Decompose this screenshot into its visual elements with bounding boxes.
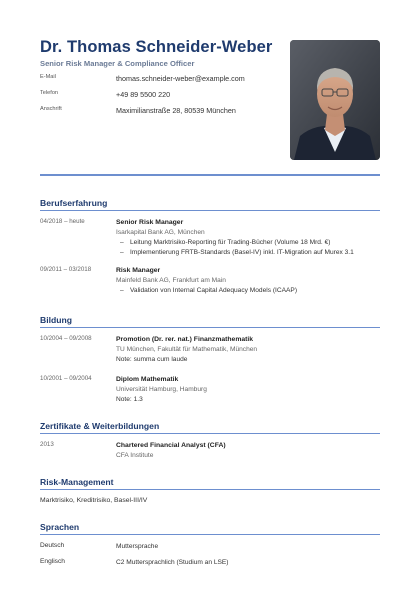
entry-company: Isarkapital Bank AG, München (116, 229, 205, 236)
contact-phone-value[interactable]: +49 89 5500 220 (116, 90, 171, 99)
entry-date: 04/2018 – heute (40, 218, 85, 225)
contact-phone-row (40, 90, 280, 106)
language-entry (40, 542, 380, 558)
bullet-text: Validation von Internal Capital Adequacy Models (ICAAP) (130, 287, 298, 294)
entry-body (116, 218, 380, 258)
entry-institution: Universität Hamburg, Hamburg (116, 386, 207, 393)
entry-body (116, 441, 380, 461)
entry-role: Senior Risk Manager (116, 219, 184, 226)
section-languages (40, 521, 380, 574)
person-name: Dr. Thomas Schneider-Weber (40, 38, 273, 56)
entry-bullet (116, 286, 380, 296)
contact-address-label: Anschrift (40, 106, 62, 112)
contact-address-value: Maximilianstraße 28, 80539 München (116, 106, 236, 115)
language-level: Muttersprache (116, 543, 159, 550)
entry-note: Note: summa cum laude (116, 356, 188, 363)
education-entry (40, 375, 380, 415)
entry-date: 10/2001 – 09/2004 (40, 375, 92, 382)
section-divider (40, 489, 380, 490)
entry-degree: Promotion (Dr. rer. nat.) Finanzmathematik (116, 336, 254, 343)
education-entry (40, 335, 380, 375)
section-title: Risk-Management (40, 477, 114, 487)
entry-body (116, 558, 380, 568)
entry-role: Risk Manager (116, 267, 161, 274)
section-divider (40, 433, 380, 434)
risk-skills: Marktrisiko, Kreditrisiko, Basel-III/IV (40, 497, 148, 504)
experience-entry (40, 218, 380, 266)
entry-company: Mainfeld Bank AG, Frankfurt am Main (116, 277, 226, 284)
entry-date: 2013 (40, 441, 54, 448)
certificate-name: Chartered Financial Analyst (CFA) (116, 442, 226, 449)
header-divider (40, 174, 380, 176)
dash-icon: – (120, 239, 124, 246)
language-entry (40, 558, 380, 574)
language-name: Deutsch (40, 542, 65, 549)
contact-email-label: E-Mail (40, 74, 56, 80)
contact-phone-label: Telefon (40, 90, 59, 96)
language-level: C2 Muttersprachlich (Studium an LSE) (116, 559, 229, 566)
entry-bullet (116, 238, 380, 248)
section-certificates (40, 420, 380, 465)
profile-photo (290, 40, 380, 160)
entry-body (116, 375, 380, 405)
contact-block (40, 74, 280, 122)
section-divider (40, 534, 380, 535)
contact-address-row (40, 106, 280, 122)
contact-email-row (40, 74, 280, 90)
entry-date: 10/2004 – 09/2008 (40, 335, 92, 342)
section-divider (40, 210, 380, 211)
entry-body (116, 335, 380, 365)
certificate-issuer: CFA Institute (116, 452, 154, 459)
section-title: Berufserfahrung (40, 198, 108, 208)
bullet-text: Implementierung FRTB-Standards (Basel-IV) inkl. IT-Migration auf Murex 3.1 (130, 249, 354, 256)
entry-body (116, 542, 380, 552)
bullet-text: Leitung Marktrisiko-Reporting für Trading-Bücher (Volume 18 Mrd. €) (130, 239, 331, 246)
job-title: Senior Risk Manager & Compliance Officer (40, 59, 195, 68)
section-title: Zertifikate & Weiterbildungen (40, 421, 160, 431)
section-education (40, 314, 380, 415)
section-title: Sprachen (40, 522, 80, 532)
entry-note: Note: 1.3 (116, 396, 143, 403)
section-divider (40, 327, 380, 328)
section-risk-management (40, 476, 380, 504)
dash-icon: – (120, 249, 124, 256)
entry-bullet (116, 248, 380, 258)
entry-body (116, 266, 380, 296)
entry-institution: TU München, Fakultät für Mathematik, München (116, 346, 258, 353)
experience-entry (40, 266, 380, 304)
entry-date: 09/2011 – 03/2018 (40, 266, 92, 273)
portrait-image (290, 40, 380, 160)
contact-email-value[interactable]: thomas.schneider-weber@example.com (116, 74, 245, 83)
language-name: Englisch (40, 558, 65, 565)
certificate-entry (40, 441, 380, 465)
section-title: Bildung (40, 315, 72, 325)
entry-degree: Diplom Mathematik (116, 376, 179, 383)
section-experience (40, 197, 380, 304)
dash-icon: – (120, 287, 124, 294)
